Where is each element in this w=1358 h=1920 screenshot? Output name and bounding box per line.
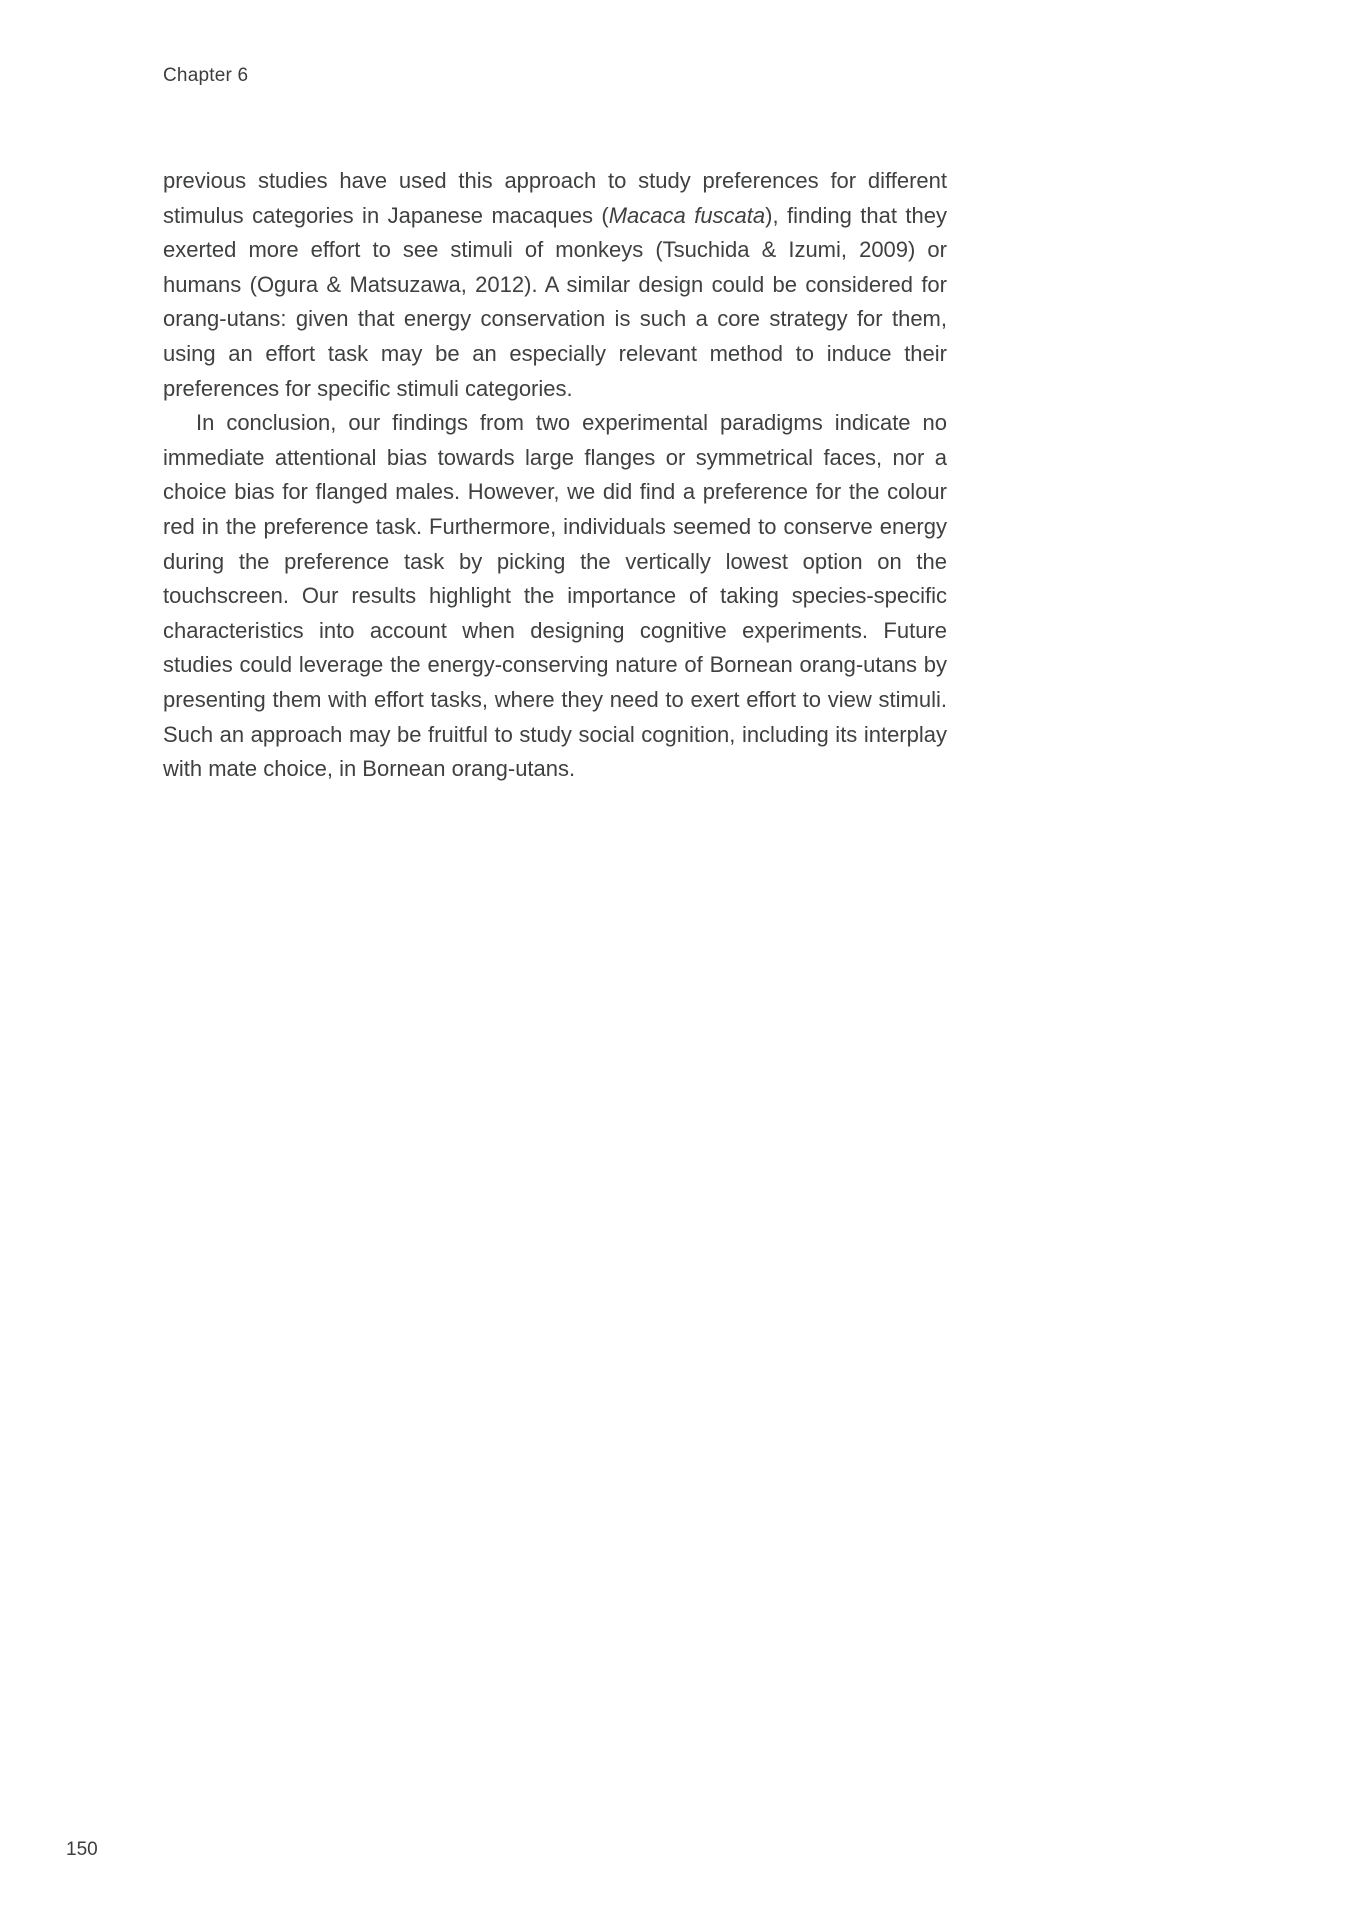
paragraph-1-text-before-italic: previous studies have used this approach to study preferences for different stimulus categories in Japanese macaques ( <box>163 168 947 228</box>
paragraph-1-text-after-italic: ), finding that they exerted more effort to see stimuli of monkeys (Tsuchida & Izumi, 2009) or humans (Ogura & Matsuzawa, 2012). A similar design could be considered for orang-utans: given that energy conservation is such a core strategy for them, using an effort task may be an especially relevant method to induce their preferences for specific stimuli categories. <box>163 202 947 401</box>
page-number: 150 <box>66 1839 98 1860</box>
body-text <box>163 164 947 787</box>
chapter-header: Chapter 6 <box>163 65 249 86</box>
paragraph-1 <box>163 164 947 406</box>
paragraph-1-species-name-italic: Macaca fuscata <box>608 202 766 228</box>
paragraph-2: In conclusion, our findings from two experimental paradigms indicate no immediate attentional bias towards large flanges or symmetrical faces, nor a choice bias for flanged males. However, we did find a preference for the colour red in the preference task. Furthermore, individuals seemed to conserve energy during the preference task by picking the vertically lowest option on the touchscreen. Our results highlight the importance of taking species-specific characteristics into account when designing cognitive experiments. Future studies could leverage the energy-conserving nature of Bornean orang-utans by presenting them with effort tasks, where they need to exert effort to view stimuli. Such an approach may be fruitful to study social cognition, including its interplay with mate choice, in Bornean orang-utans. <box>163 410 947 782</box>
